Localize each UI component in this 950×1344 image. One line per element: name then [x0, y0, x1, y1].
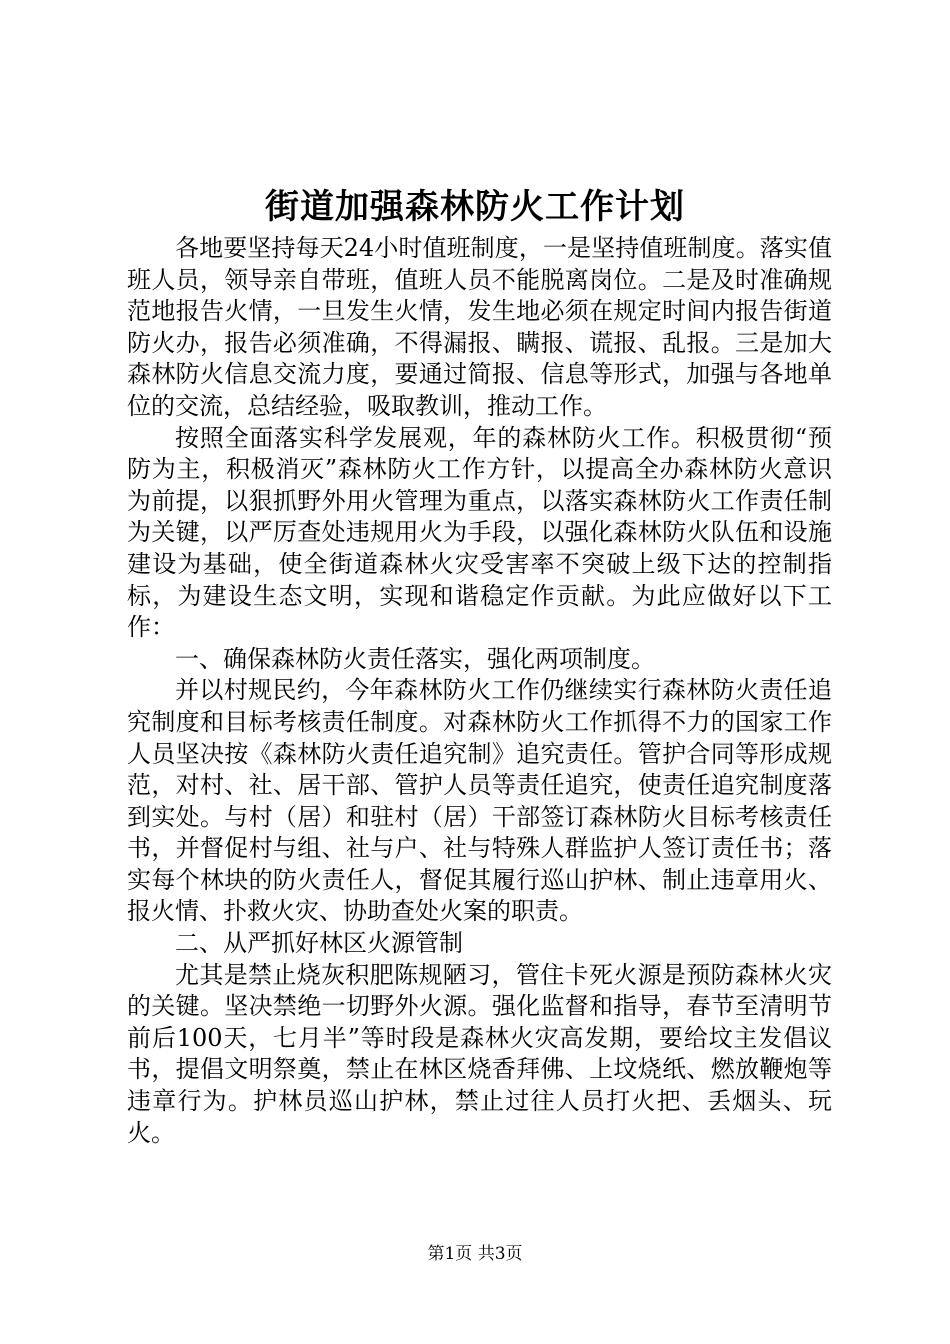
paragraph-guiding-principle: 按照全面落实科学发展观，年的森林防火工作。积极贯彻“预防为主，积极消灭”森林防火工作方针，以提高全办森林防火意识为前提，以狠抓野外用火管理为重点，以落实森林防火工作责任制为关键，以严厉查处违规用火为手段，以强化森林防火队伍和设施建设为基础，使全街道森林火灾受害率不突破上级下达的控制指标，为建设生态文明，实现和谐稳定作贡献。为此应做好以下工作： — [127, 423, 832, 642]
page-number-footer: 第1页 共3页 — [427, 1244, 523, 1264]
paragraph-responsibility-system: 并以村规民约，今年森林防火工作仍继续实行森林防火责任追究制度和目标考核责任制度。对森林防火工作抓得不力的国家工作人员坚决按《森林防火责任追究制》追究责任。管护合同等形成规范，对村、社、居干部、管护人员等责任追究，使责任追究制度落到实处。与村（居）和驻村（居）干部签订森林防火目标考核责任书，并督促村与组、社与户、社与特殊人群监护人签订责任书；落实每个林块的防火责任人，督促其履行巡山护林、制止违章用火、报火情、扑救火灾、协助查处火案的职责。 — [127, 676, 832, 926]
section-heading-responsibility: 一、确保森林防火责任落实，强化两项制度。 — [175, 644, 655, 673]
document-title: 街道加强森林防火工作计划 — [265, 187, 685, 227]
paragraph-duty-system: 各地要坚持每天24小时值班制度，一是坚持值班制度。落实值班人员，领导亲自带班，值班人员不能脱离岗位。二是及时准确规范地报告火情，一旦发生火情，发生地必须在规定时间内报告街道防火办，报告必须准确，不得漏报、瞒报、谎报、乱报。三是加大森林防火信息交流力度，要通过简报、信息等形式，加强与各地单位的交流，总结经验，吸取教训，推动工作。 — [127, 234, 832, 420]
document-body — [127, 233, 832, 1149]
section-heading-fire-source-control: 二、从严抓好林区火源管制 — [175, 929, 463, 958]
paragraph-fire-source-control: 尤其是禁止烧灰积肥陈规陋习，管住卡死火源是预防森林火灾的关键。坚决禁绝一切野外火源。强化监督和指导，春节至清明节前后100天，七月半”等时段是森林火灾高发期，要给坟主发倡议书，提倡文明祭奠，禁止在林区烧香拜佛、上坟烧纸、燃放鞭炮等违章行为。护林员巡山护林，禁止过往人员打火把、丢烟头、玩火。 — [127, 960, 832, 1147]
